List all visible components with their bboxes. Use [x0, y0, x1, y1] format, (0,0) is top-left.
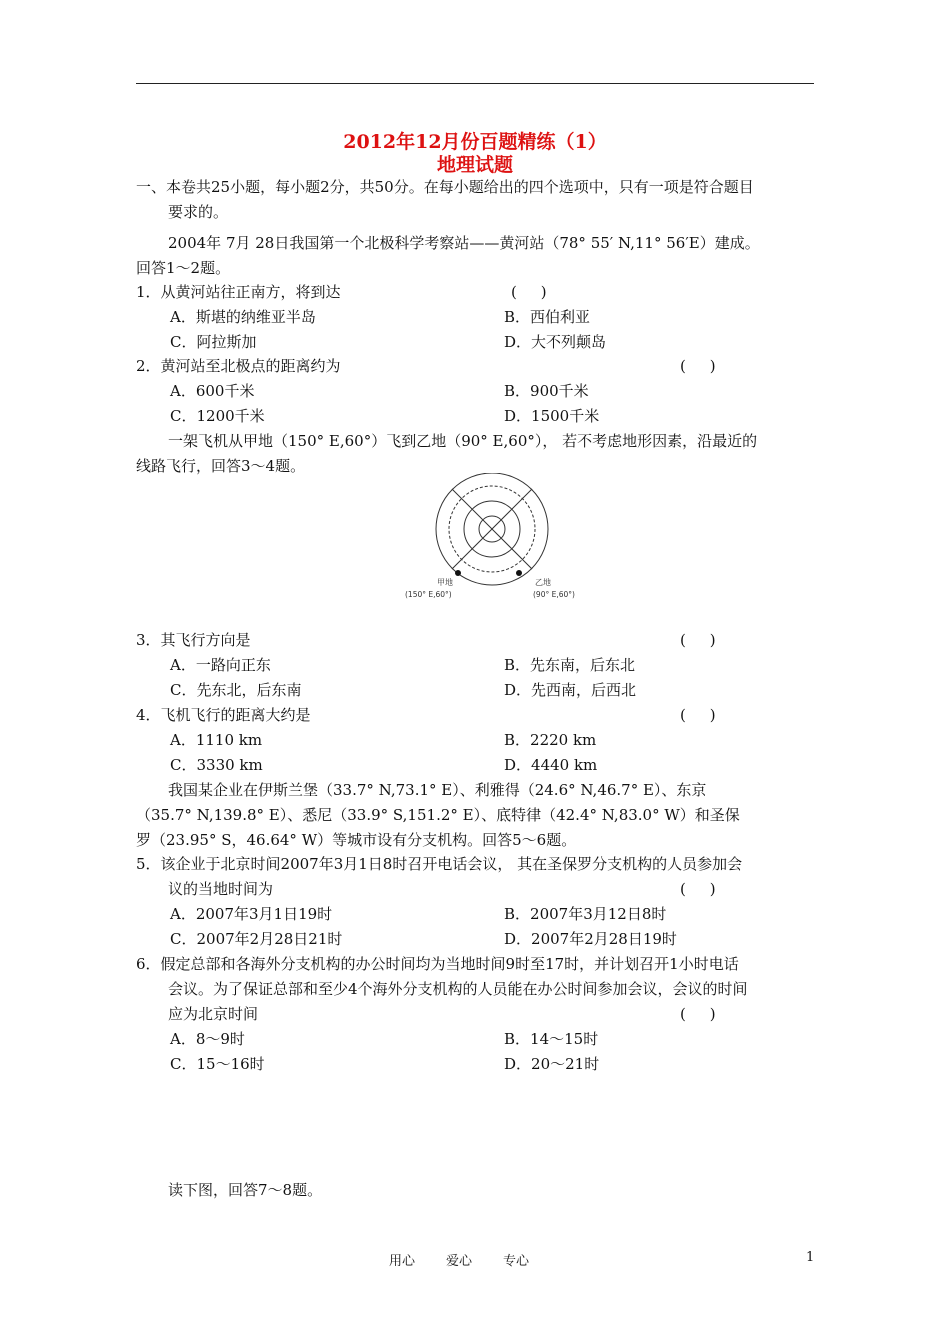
point-b-coordinates: (90° E,60°) — [533, 590, 575, 599]
question-2-option-d: D．1500千米 — [504, 407, 600, 425]
question-2-option-a: A．600千米 — [170, 382, 255, 400]
passage4: 读下图，回答7～8题。 — [168, 1181, 323, 1199]
question-2-answer-blank: ( ) — [680, 357, 716, 375]
question-6-answer-blank: ( ) — [680, 1005, 716, 1023]
question-5-answer-blank: ( ) — [680, 880, 716, 898]
question-4-answer-blank: ( ) — [680, 706, 716, 724]
question-3-option-d: D．先西南，后西北 — [504, 681, 637, 699]
footer-word-1: 用心 — [389, 1254, 416, 1269]
page-number: 1 — [806, 1250, 815, 1265]
question-1-option-a: A．斯堪的纳维亚半岛 — [170, 308, 316, 326]
passage3-line1: 我国某企业在伊斯兰堡（33.7° N,73.1° E）、利雅得（24.6° N,46.7° E）、东京 — [168, 781, 707, 799]
question-5-stem-line2: 议的当地时间为 — [168, 880, 274, 898]
question-6-stem-line1: 6．假定总部和各海外分支机构的办公时间均为当地时间9时至17时，并计划召开1小时电话 — [136, 955, 739, 973]
question-3-option-c: C．先东北，后东南 — [170, 681, 302, 699]
passage1-line1: 2004年 7月 28日我国第一个北极科学考察站——黄河站（78° 55′ N,11° 56′E）建成。 — [168, 234, 760, 252]
question-3-option-a: A．一路向正东 — [170, 656, 271, 674]
question-6-stem-line3: 应为北京时间 — [168, 1005, 259, 1023]
question-4-option-d: D．4440 km — [504, 756, 598, 774]
passage3-line2: （35.7° N,139.8° E）、悉尼（33.9° S,151.2° E）、底特律（42.4° N,83.0° W）和圣保 — [136, 806, 740, 824]
passage2-line1: 一架飞机从甲地（150° E,60°）飞到乙地（90° E,60°）， 若不考虑地形因素，沿最近的 — [168, 432, 758, 450]
point-a-marker — [455, 570, 461, 576]
question-1-option-c: C．阿拉斯加 — [170, 333, 257, 351]
question-1-option-d: D．大不列颠岛 — [504, 333, 607, 351]
question-2-option-b: B．900千米 — [504, 382, 589, 400]
question-4-option-c: C．3330 km — [170, 756, 263, 774]
footer-word-3: 专心 — [503, 1254, 530, 1269]
point-a-label: 甲地 — [437, 578, 453, 587]
section-instruction-line2: 要求的。 — [168, 203, 229, 221]
question-6-option-c: C．15～16时 — [170, 1055, 265, 1073]
question-6-option-d: D．20～21时 — [504, 1055, 600, 1073]
passage2-line2: 线路飞行，回答3～4题。 — [136, 457, 306, 475]
point-b-label: 乙地 — [535, 578, 551, 587]
passage1-line2: 回答1～2题。 — [136, 259, 231, 277]
passage3-line3: 罗（23.95° S，46.64° W）等城市设有分支机构。回答5～6题。 — [136, 831, 577, 849]
question-5-option-b: B．2007年3月12日8时 — [504, 905, 667, 923]
point-b-marker — [516, 570, 522, 576]
question-4-option-a: A．1110 km — [170, 731, 263, 749]
question-5-option-d: D．2007年2月28日19时 — [504, 930, 677, 948]
page-subtitle: 地理试题 — [436, 154, 513, 176]
question-5-option-a: A．2007年3月1日19时 — [170, 905, 333, 923]
question-6-option-a: A．8～9时 — [170, 1030, 245, 1048]
question-6-stem-line2: 会议。为了保证总部和至少4个海外分支机构的人员能在办公时间参加会议，会议的时间 — [168, 980, 748, 998]
question-1-option-b: B．西伯利亚 — [504, 308, 591, 326]
question-5-stem-line1: 5．该企业于北京时间2007年3月1日8时召开电话会议， 其在圣保罗分支机构的人员参加会 — [136, 855, 743, 873]
question-1-answer-blank: ( ) — [511, 283, 547, 301]
page-title: 2012年12月份百题精练（1） — [343, 131, 607, 153]
question-6-option-b: B．14～15时 — [504, 1030, 599, 1048]
header-rule — [136, 83, 814, 84]
polar-projection-figure — [395, 473, 595, 605]
point-a-coordinates: (150° E,60°) — [405, 590, 452, 599]
footer-word-2: 爱心 — [446, 1254, 473, 1269]
question-3-stem: 3．其飞行方向是 — [136, 631, 251, 649]
question-3-option-b: B．先东南，后东北 — [504, 656, 636, 674]
section-instruction-line1: 一、本卷共25小题，每小题2分，共50分。在每小题给出的四个选项中，只有一项是符合题目 — [136, 178, 754, 196]
question-3-answer-blank: ( ) — [680, 631, 716, 649]
question-4-option-b: B．2220 km — [504, 731, 597, 749]
question-1-stem: 1．从黄河站往正南方，将到达 — [136, 283, 341, 301]
question-2-option-c: C．1200千米 — [170, 407, 265, 425]
question-2-stem: 2．黄河站至北极点的距离约为 — [136, 357, 341, 375]
question-4-stem: 4．飞机飞行的距离大约是 — [136, 706, 311, 724]
question-5-option-c: C．2007年2月28日21时 — [170, 930, 343, 948]
